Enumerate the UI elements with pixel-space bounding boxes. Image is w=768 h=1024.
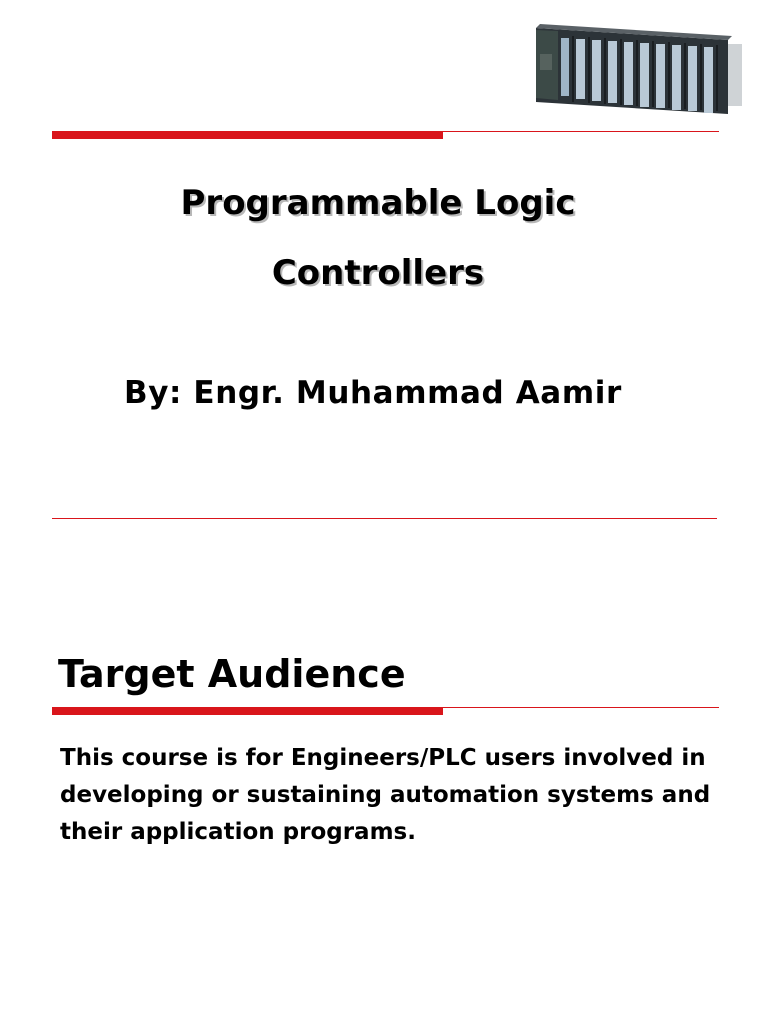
presentation-title <box>0 168 756 308</box>
plc-rack-icon <box>528 18 748 126</box>
author-line: By: Engr. Muhammad Aamir <box>124 375 622 411</box>
title-rule-thin <box>443 131 719 132</box>
heading-rule-thick <box>52 707 443 715</box>
section-heading: Target Audience <box>58 652 406 696</box>
title-line-1: Programmable Logic <box>180 183 576 223</box>
title-line-2: Controllers <box>271 253 485 293</box>
title-rule-thick <box>52 131 443 139</box>
audience-description: This course is for Engineers/PLC users involved in developing or sustaining automation systems and their application programs. <box>60 745 711 845</box>
heading-rule-thin <box>443 707 719 708</box>
